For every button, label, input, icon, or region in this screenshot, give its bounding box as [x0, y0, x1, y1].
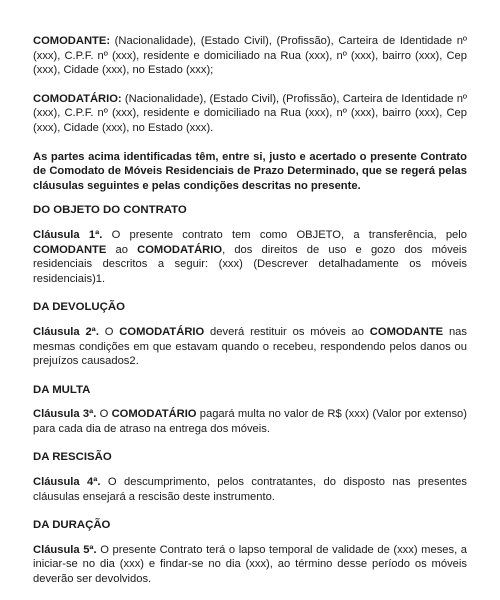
clause-text: O presente contrato tem como OBJETO, a transferência, pelo: [102, 228, 467, 241]
party-details: (Nacionalidade), (Estado Civil), (Profissão), Carteira de Identidade nº (xxx), C.P.F. nº (xxx), residente e domiciliado na Rua (xxx), nº (xxx), bairro (xxx), Cep (xxx), Cidade (xxx), no Estado (xxx).: [33, 92, 467, 134]
section-heading-rescisao: DA RESCISÃO: [33, 451, 112, 464]
clause-party: COMODANTE: [33, 243, 107, 256]
clause-party: COMODATÁRIO: [111, 408, 197, 421]
party-comodante: [33, 34, 467, 78]
party-comodatario: [33, 92, 467, 136]
clause-text: , dos direitos de uso e gozo dos móveis residenciais descritos a seguir: (xxx) (Descrever detalhadamente os móveis residenciais)1.: [33, 243, 468, 285]
intro-paragraph: As partes acima identificadas têm, entre si, justo e acertado o presente Contrato de Comodato de Móveis Residenciais de Prazo Determinado, que se regerá pelas cláusulas seguintes e pelas condições descritas no presente.: [33, 150, 467, 192]
clause-number: Cláusula 4ª.: [33, 476, 101, 489]
clause-text: O presente Contrato terá o lapso temporal de validade de (xxx) meses, a iniciar-se no dia (xxx) e findar-se no dia (xxx), ao término desse período os móveis deverão ser devolvidos.: [33, 543, 467, 586]
section-heading-duracao: DA DURAÇÃO: [33, 519, 111, 532]
clause-text: O: [98, 325, 120, 338]
party-label: COMODATÁRIO:: [33, 92, 122, 105]
clause-party: COMODATÁRIO: [119, 325, 205, 338]
clause-5: [33, 543, 467, 587]
clause-text: deverá restituir os móveis ao: [204, 325, 370, 338]
clause-number: Cláusula 3ª.: [33, 408, 97, 421]
clause-number: Cláusula 2ª.: [33, 325, 99, 338]
clause-party: COMODANTE: [369, 325, 444, 338]
clause-3: [33, 407, 467, 436]
party-details: (Nacionalidade), (Estado Civil), (Profissão), Carteira de Identidade nº (xxx), C.P.F. nº (xxx), residente e domiciliado na Rua (xxx), nº (xxx), bairro (xxx), Cep (xxx), Cidade (xxx), no Estado (xxx);: [33, 35, 467, 77]
party-label: COMODANTE:: [33, 35, 111, 47]
clause-1: [33, 228, 467, 286]
clause-text: O: [96, 408, 112, 421]
section-heading-devolucao: DA DEVOLUÇÃO: [33, 301, 125, 314]
clause-text: O descumprimento, pelos contratantes, do disposto nas presentes cláusulas ensejará a rescisão deste instrumento.: [33, 476, 467, 503]
clause-text: nas mesmas condições em que estavam quando o recebeu, respondendo pelos danos ou prejuízos causados2.: [33, 325, 467, 368]
section-heading-objeto: DO OBJETO DO CONTRATO: [33, 204, 187, 217]
clause-text: pagará multa no valor de R$ (xxx) (Valor por extenso) para cada dia de atraso na entrega dos móveis.: [33, 408, 467, 435]
clause-text: ao: [106, 243, 138, 256]
clause-4: [33, 475, 467, 504]
clause-number: Cláusula 5ª.: [33, 543, 97, 556]
clause-party: COMODATÁRIO: [137, 243, 223, 256]
clause-number: Cláusula 1ª.: [33, 228, 103, 241]
section-heading-multa: DA MULTA: [33, 383, 91, 396]
clause-2: [33, 325, 467, 369]
